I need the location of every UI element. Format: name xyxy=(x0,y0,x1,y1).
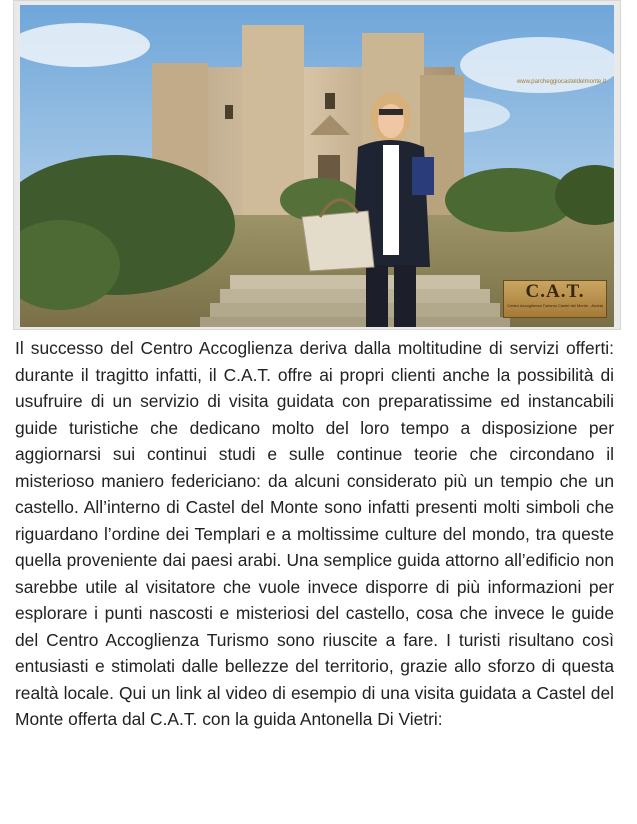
castle-guide-illustration xyxy=(20,5,614,327)
castel-del-monte-photo xyxy=(20,5,614,327)
cat-logo-text: C.A.T. xyxy=(525,281,585,302)
article-photo-frame xyxy=(13,0,621,330)
cat-logo xyxy=(503,280,607,318)
cat-logo-tagline: Centro Accoglienza Turismo Castel del Monte - Andria xyxy=(507,303,603,308)
watermark-url: www.parcheggiocasteldelmonte.it xyxy=(516,79,606,85)
article-paragraph: Il successo del Centro Accoglienza deriva dalla moltitudine di servizi offerti: durante il tragitto infatti, il C.A.T. offre ai propri clienti anche la possibilità di usufruire di un servizio di visita guidata con preparatissime ed instancabili guide turistiche che dedicano molto del loro tempo a disposizione per aggiornarsi sui continui studi e sulle continue teorie che circondano il misterioso maniero federiciano: da alcuni considerato più un tempio che un castello. All’interno di Castel del Monte sono infatti presenti molti simboli che riguardano l’ordine dei Templari e a moltissime culture del mondo, tra queste quella proveniente dai paesi arabi. Una semplice guida attorno all’edificio non sarebbe utile al visitatore che vuole invece disporre di più informazioni per esplorare i punti nascosti e misteriosi del castello, cosa che invece le guide del Centro Accoglienza Turismo sono riuscite a fare. I turisti risultano così entusiasti e stimolati dalle bellezze del territorio, grazie allo sforzo di questa realtà locale. Qui un link al video di esempio di una visita guidata a Castel del Monte offerta dal C.A.T. con la guida Antonella Di Vietri: xyxy=(15,338,614,729)
